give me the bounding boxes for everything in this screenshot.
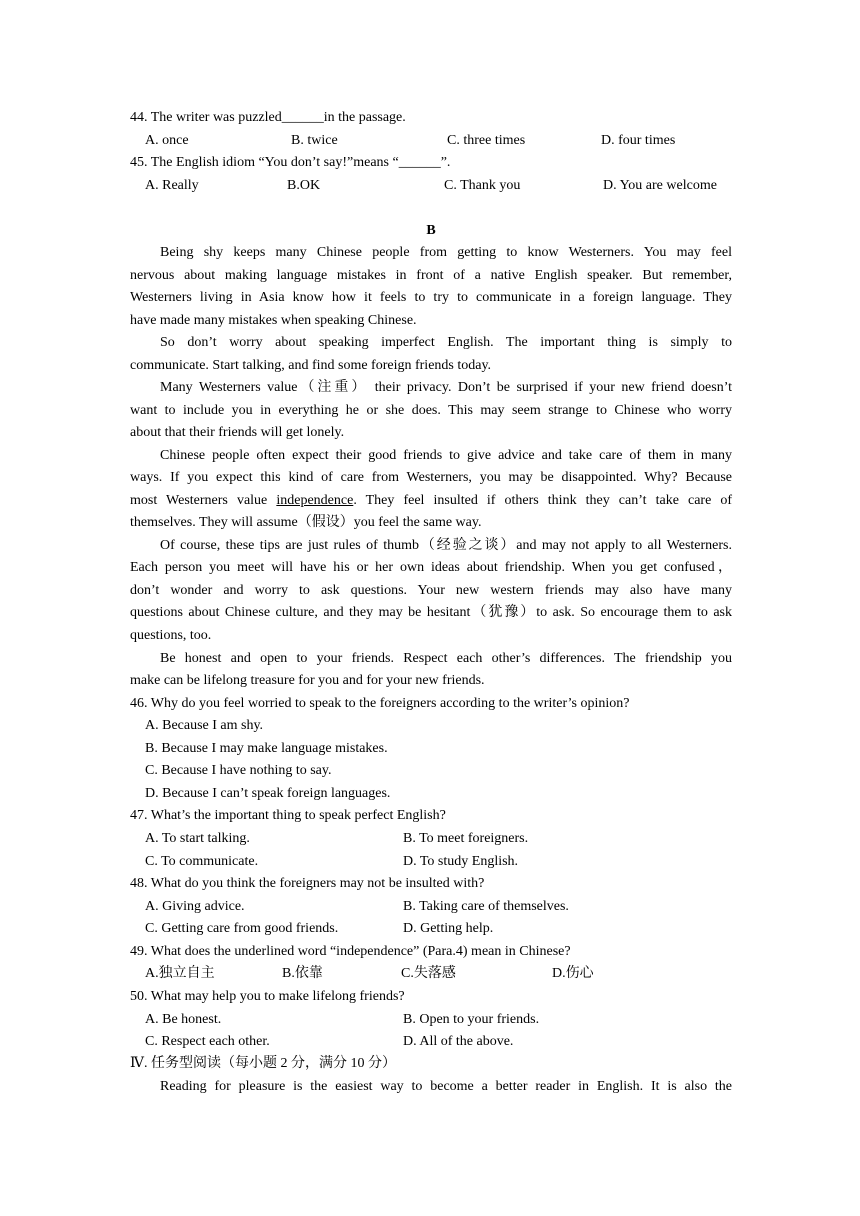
passage-b-line: make can be lifelong treasure for you and for your new friends.	[130, 673, 485, 688]
q47-option-c: C. To communicate.	[145, 854, 259, 869]
passage-b-line: Being shy keeps many Chinese people from getting to know Westerners. You may feel	[160, 245, 732, 260]
q45-option-a: A. Really	[145, 178, 199, 193]
q50-option-a: A. Be honest.	[145, 1012, 222, 1027]
passage-b-text: most Westerners value	[130, 493, 277, 508]
q47-option-b: B. To meet foreigners.	[403, 831, 529, 846]
q49-option-c: C.失落感	[401, 966, 456, 981]
passage-b-line: Be honest and open to your friends. Respect each other’s differences. The friendship you	[160, 651, 732, 666]
q44-option-d: D. four times	[601, 133, 676, 148]
q50-option-b: B. Open to your friends.	[403, 1012, 540, 1027]
q44-option-b: B. twice	[291, 133, 338, 148]
question-50-stem: 50. What may help you to make lifelong friends?	[130, 989, 405, 1004]
question-45-stem: 45. The English idiom “You don’t say!”means “______”.	[130, 155, 451, 170]
passage-b-line: questions, too.	[130, 628, 212, 643]
q49-option-b: B.依靠	[282, 966, 323, 981]
passage-b-line: communicate. Start talking, and find some foreign friends today.	[130, 358, 492, 373]
passage-b-line: Of course, these tips are just rules of thumb（经验之谈）and may not apply to all Westerners.	[160, 538, 732, 553]
q46-option-c: C. Because I have nothing to say.	[145, 763, 332, 778]
passage-b-line: nervous about making language mistakes in front of a native English speaker. But remember,	[130, 268, 732, 283]
q50-option-c: C. Respect each other.	[145, 1034, 270, 1049]
question-49-stem: 49. What does the underlined word “independence” (Para.4) mean in Chinese?	[130, 944, 571, 959]
q46-option-a: A. Because I am shy.	[145, 718, 264, 733]
q46-option-b: B. Because I may make language mistakes.	[145, 741, 388, 756]
passage-b-line: Westerners living in Asia know how it feels to try to communicate in a foreign language. They	[130, 290, 732, 305]
q45-option-c: C. Thank you	[444, 178, 521, 193]
question-47-stem: 47. What’s the important thing to speak perfect English?	[130, 808, 446, 823]
section-iv-passage-line: Reading for pleasure is the easiest way to become a better reader in English. It is also the	[160, 1079, 732, 1094]
passage-b-line: don’t wonder and worry to ask questions. Your new western friends may also have many	[130, 583, 732, 598]
q50-option-d: D. All of the above.	[403, 1034, 514, 1049]
q49-option-d: D.伤心	[552, 966, 594, 981]
q48-option-c: C. Getting care from good friends.	[145, 921, 339, 936]
underlined-word-independence: independence	[276, 493, 354, 508]
question-44-stem: 44. The writer was puzzled______in the passage.	[130, 110, 406, 125]
q45-option-d: D. You are welcome	[603, 178, 717, 193]
passage-b-line: Chinese people often expect their good friends to give advice and take care of them in many	[160, 448, 732, 463]
q44-option-c: C. three times	[447, 133, 526, 148]
q49-option-a: A.独立自主	[145, 966, 215, 981]
passage-b-line: want to include you in everything he or she does. This may seem strange to Chinese who worry	[130, 403, 732, 418]
passage-b-line-independence	[130, 490, 732, 512]
q48-option-b: B. Taking care of themselves.	[403, 899, 569, 914]
question-46-stem: 46. Why do you feel worried to speak to the foreigners according to the writer’s opinion?	[130, 696, 630, 711]
passage-b-line: have made many mistakes when speaking Chinese.	[130, 313, 417, 328]
passage-b-text: . They feel insulted if others think they can’t take care of	[353, 493, 733, 508]
q47-option-a: A. To start talking.	[145, 831, 250, 846]
q45-option-b: B.OK	[287, 178, 321, 193]
passage-b-line: themselves. They will assume（假设）you feel the same way.	[130, 515, 482, 530]
passage-b-line: Many Westerners value（注重） their privacy. Don’t be surprised if your new friend doesn’t	[160, 380, 732, 395]
question-48-stem: 48. What do you think the foreigners may not be insulted with?	[130, 876, 485, 891]
passage-b-line: Each person you meet will have his or her own ideas about friendship. When you get confused，	[130, 560, 732, 575]
passage-b-line: questions about Chinese culture, and they may be hesitant（犹豫）to ask. So encourage them to ask	[130, 605, 732, 620]
passage-b-line: So don’t worry about speaking imperfect English. The important thing is simply to	[160, 335, 732, 350]
q48-option-d: D. Getting help.	[403, 921, 494, 936]
q47-option-d: D. To study English.	[403, 854, 519, 869]
q46-option-d: D. Because I can’t speak foreign languages.	[145, 786, 391, 801]
passage-b-line: about that their friends will get lonely.	[130, 425, 345, 440]
q48-option-a: A. Giving advice.	[145, 899, 245, 914]
section-iv-heading: Ⅳ. 任务型阅读（每小题 2 分，满分 10 分）	[130, 1056, 396, 1071]
q44-option-a: A. once	[145, 133, 189, 148]
passage-b-line: ways. If you expect this kind of care from Westerners, you may be disappointed. Why? Because	[130, 470, 732, 485]
section-b-heading: B	[426, 223, 436, 238]
